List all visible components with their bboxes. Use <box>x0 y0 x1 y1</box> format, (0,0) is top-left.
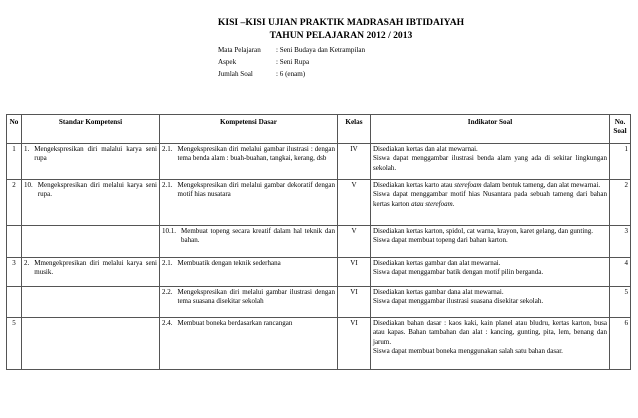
cell-kelas: V <box>338 180 371 226</box>
meta-info <box>218 44 365 80</box>
indikator-line: Disediakan kertas karton, spidol, cat warna, krayon, karet gelang, dan gunting. <box>373 227 594 235</box>
header-standar-kompetensi: Standar Kompetensi <box>22 115 160 144</box>
table-row <box>7 318 631 370</box>
cell-kompetensi-dasar <box>160 258 338 287</box>
kd-text: Mengekspresikan diri melalui gambar ilustrasi dengan tema suasana disekitar sekolah <box>177 288 335 306</box>
meta-label: Aspek <box>218 58 237 66</box>
meta-row-count <box>218 68 365 80</box>
table-row <box>7 180 631 226</box>
header-no: No <box>7 115 22 144</box>
cell-kelas: VI <box>338 258 371 287</box>
kd-text: Membuat topeng secara kreatif dalam hal teknik dan bahan. <box>181 227 335 245</box>
cell-no: 3 <box>7 258 22 287</box>
cell-indikator <box>371 226 610 258</box>
sk-text: Mmengekpresikan diri melalui karya seni musik. <box>34 259 157 277</box>
cell-no-soal: 6 <box>610 318 631 370</box>
cell-no: 1 <box>7 144 22 180</box>
kd-number: 2.4. <box>162 319 173 327</box>
meta-label: Jumlah Soal <box>218 70 253 78</box>
header-no-soal: No. Soal <box>610 115 631 144</box>
cell-no-soal: 2 <box>610 180 631 226</box>
indikator-text: Siswa dapat menggambar motif hias Nusantara pada sebuah tameng dari bahan kertas karton <box>373 190 607 208</box>
meta-value: : Seni Budaya dan Ketrampilan <box>276 46 366 54</box>
header-kompetensi-dasar: Kompetensi Dasar <box>160 115 338 144</box>
indikator-line: Disediakan kertas gambar dana alat mewarnai. <box>373 288 504 296</box>
cell-standar-kompetensi <box>22 226 160 258</box>
cell-no-soal: 4 <box>610 258 631 287</box>
meta-value: : 6 (enam) <box>276 70 306 78</box>
cell-no <box>7 226 22 258</box>
sk-number: 10. <box>24 181 33 189</box>
kd-number: 2.1. <box>162 259 173 267</box>
cell-kompetensi-dasar <box>160 287 338 318</box>
cell-kelas: VI <box>338 287 371 318</box>
document-subtitle: TAHUN PELAJARAN 2012 / 2013 <box>269 30 413 41</box>
cell-kompetensi-dasar <box>160 144 338 180</box>
meta-row-subject <box>218 44 365 56</box>
indikator-italic: sterefoam <box>454 181 482 189</box>
indikator-line: Siswa dapat membuat boneka menggunakan salah satu bahan dasar. <box>373 346 563 355</box>
meta-row-aspect <box>218 56 365 68</box>
cell-no-soal: 5 <box>610 287 631 318</box>
indikator-line: Disediakan kertas gambar dan alat mewarnai. <box>373 259 501 267</box>
cell-kompetensi-dasar <box>160 318 338 370</box>
meta-label: Mata Pelajaran <box>218 46 261 54</box>
cell-indikator <box>371 180 610 226</box>
header-kelas: Kelas <box>338 115 371 144</box>
kd-text: Membuat boneka berdasarkan rancangan <box>177 319 293 327</box>
indikator-italic: atau sterefoam. <box>411 199 455 208</box>
table-row <box>7 258 631 287</box>
kd-text: Membuatik dengan teknik sederhana <box>177 259 281 267</box>
cell-indikator <box>371 258 610 287</box>
table-row <box>7 287 631 318</box>
indikator-line: Siswa dapat menggambar ilustrasi suasana disekitar sekolah. <box>373 297 544 306</box>
indikator-line <box>373 181 607 190</box>
cell-no-soal: 3 <box>610 226 631 258</box>
indikator-line: Siswa dapat menggambar ilustrasi benda alam yang ada di sekitar lingkungan sekolah. <box>373 154 607 172</box>
kd-text: Mengekspresikan diri melalui gambar dekoratif dengan motif hias nusatara <box>177 181 335 199</box>
table-row <box>7 226 631 258</box>
indikator-line <box>373 190 607 209</box>
sk-number: 2. <box>24 259 30 267</box>
sk-text: Mengekspresikan diri melalui karya seni rupa. <box>37 181 157 199</box>
cell-no <box>7 287 22 318</box>
cell-no: 2 <box>7 180 22 226</box>
kd-number: 2.1. <box>162 181 173 189</box>
indikator-line: Siswa dapat membuat topeng dari bahan karton. <box>373 236 508 245</box>
cell-indikator <box>371 318 610 370</box>
cell-standar-kompetensi <box>22 258 160 287</box>
cell-kelas: V <box>338 226 371 258</box>
cell-kompetensi-dasar <box>160 226 338 258</box>
cell-kelas: VI <box>338 318 371 370</box>
kd-text: Mengekspresikan diri melalui gambar ilustrasi : dengan tema benda alam : buah-buahan, tangkai, kerang, dsb <box>177 145 335 163</box>
indikator-text: Disediakan kertas karto atau <box>373 181 455 189</box>
cell-indikator <box>371 144 610 180</box>
cell-standar-kompetensi <box>22 180 160 226</box>
header-indikator-soal: Indikator Soal <box>371 115 610 144</box>
kd-number: 10.1. <box>162 227 176 235</box>
meta-value: : Seni Rupa <box>276 58 310 66</box>
sk-text: Mengekspresikan diri malalui karya seni rupa <box>34 145 157 163</box>
kisi-table <box>6 114 631 370</box>
cell-standar-kompetensi <box>22 287 160 318</box>
cell-standar-kompetensi <box>22 144 160 180</box>
table-header-row <box>7 115 631 144</box>
indikator-line: Disediakan kertas dan alat mewarnai. <box>373 145 478 153</box>
cell-standar-kompetensi <box>22 318 160 370</box>
indikator-line: Siswa dapat menggambar batik dengan motif pilin berganda. <box>373 268 544 277</box>
cell-no: 5 <box>7 318 22 370</box>
cell-kompetensi-dasar <box>160 180 338 226</box>
cell-kelas: IV <box>338 144 371 180</box>
indikator-text: dalam bentuk tameng, dan alat mewarnai. <box>481 181 601 189</box>
kd-number: 2.1. <box>162 145 173 153</box>
indikator-line: Disediakan bahan dasar : kaos kaki, kain planel atau bludru, kertas karton, busa atau kapas. Bahan tambahan dan alat : kancing, gunting, pita, lem, benang dan jarum. <box>373 319 607 346</box>
kd-number: 2.2. <box>162 288 173 296</box>
cell-indikator <box>371 287 610 318</box>
table-row <box>7 144 631 180</box>
sk-number: 1. <box>24 145 30 153</box>
cell-no-soal: 1 <box>610 144 631 180</box>
document-title: KISI –KISI UJIAN PRAKTIK MADRASAH IBTIDAIYAH <box>217 17 465 28</box>
